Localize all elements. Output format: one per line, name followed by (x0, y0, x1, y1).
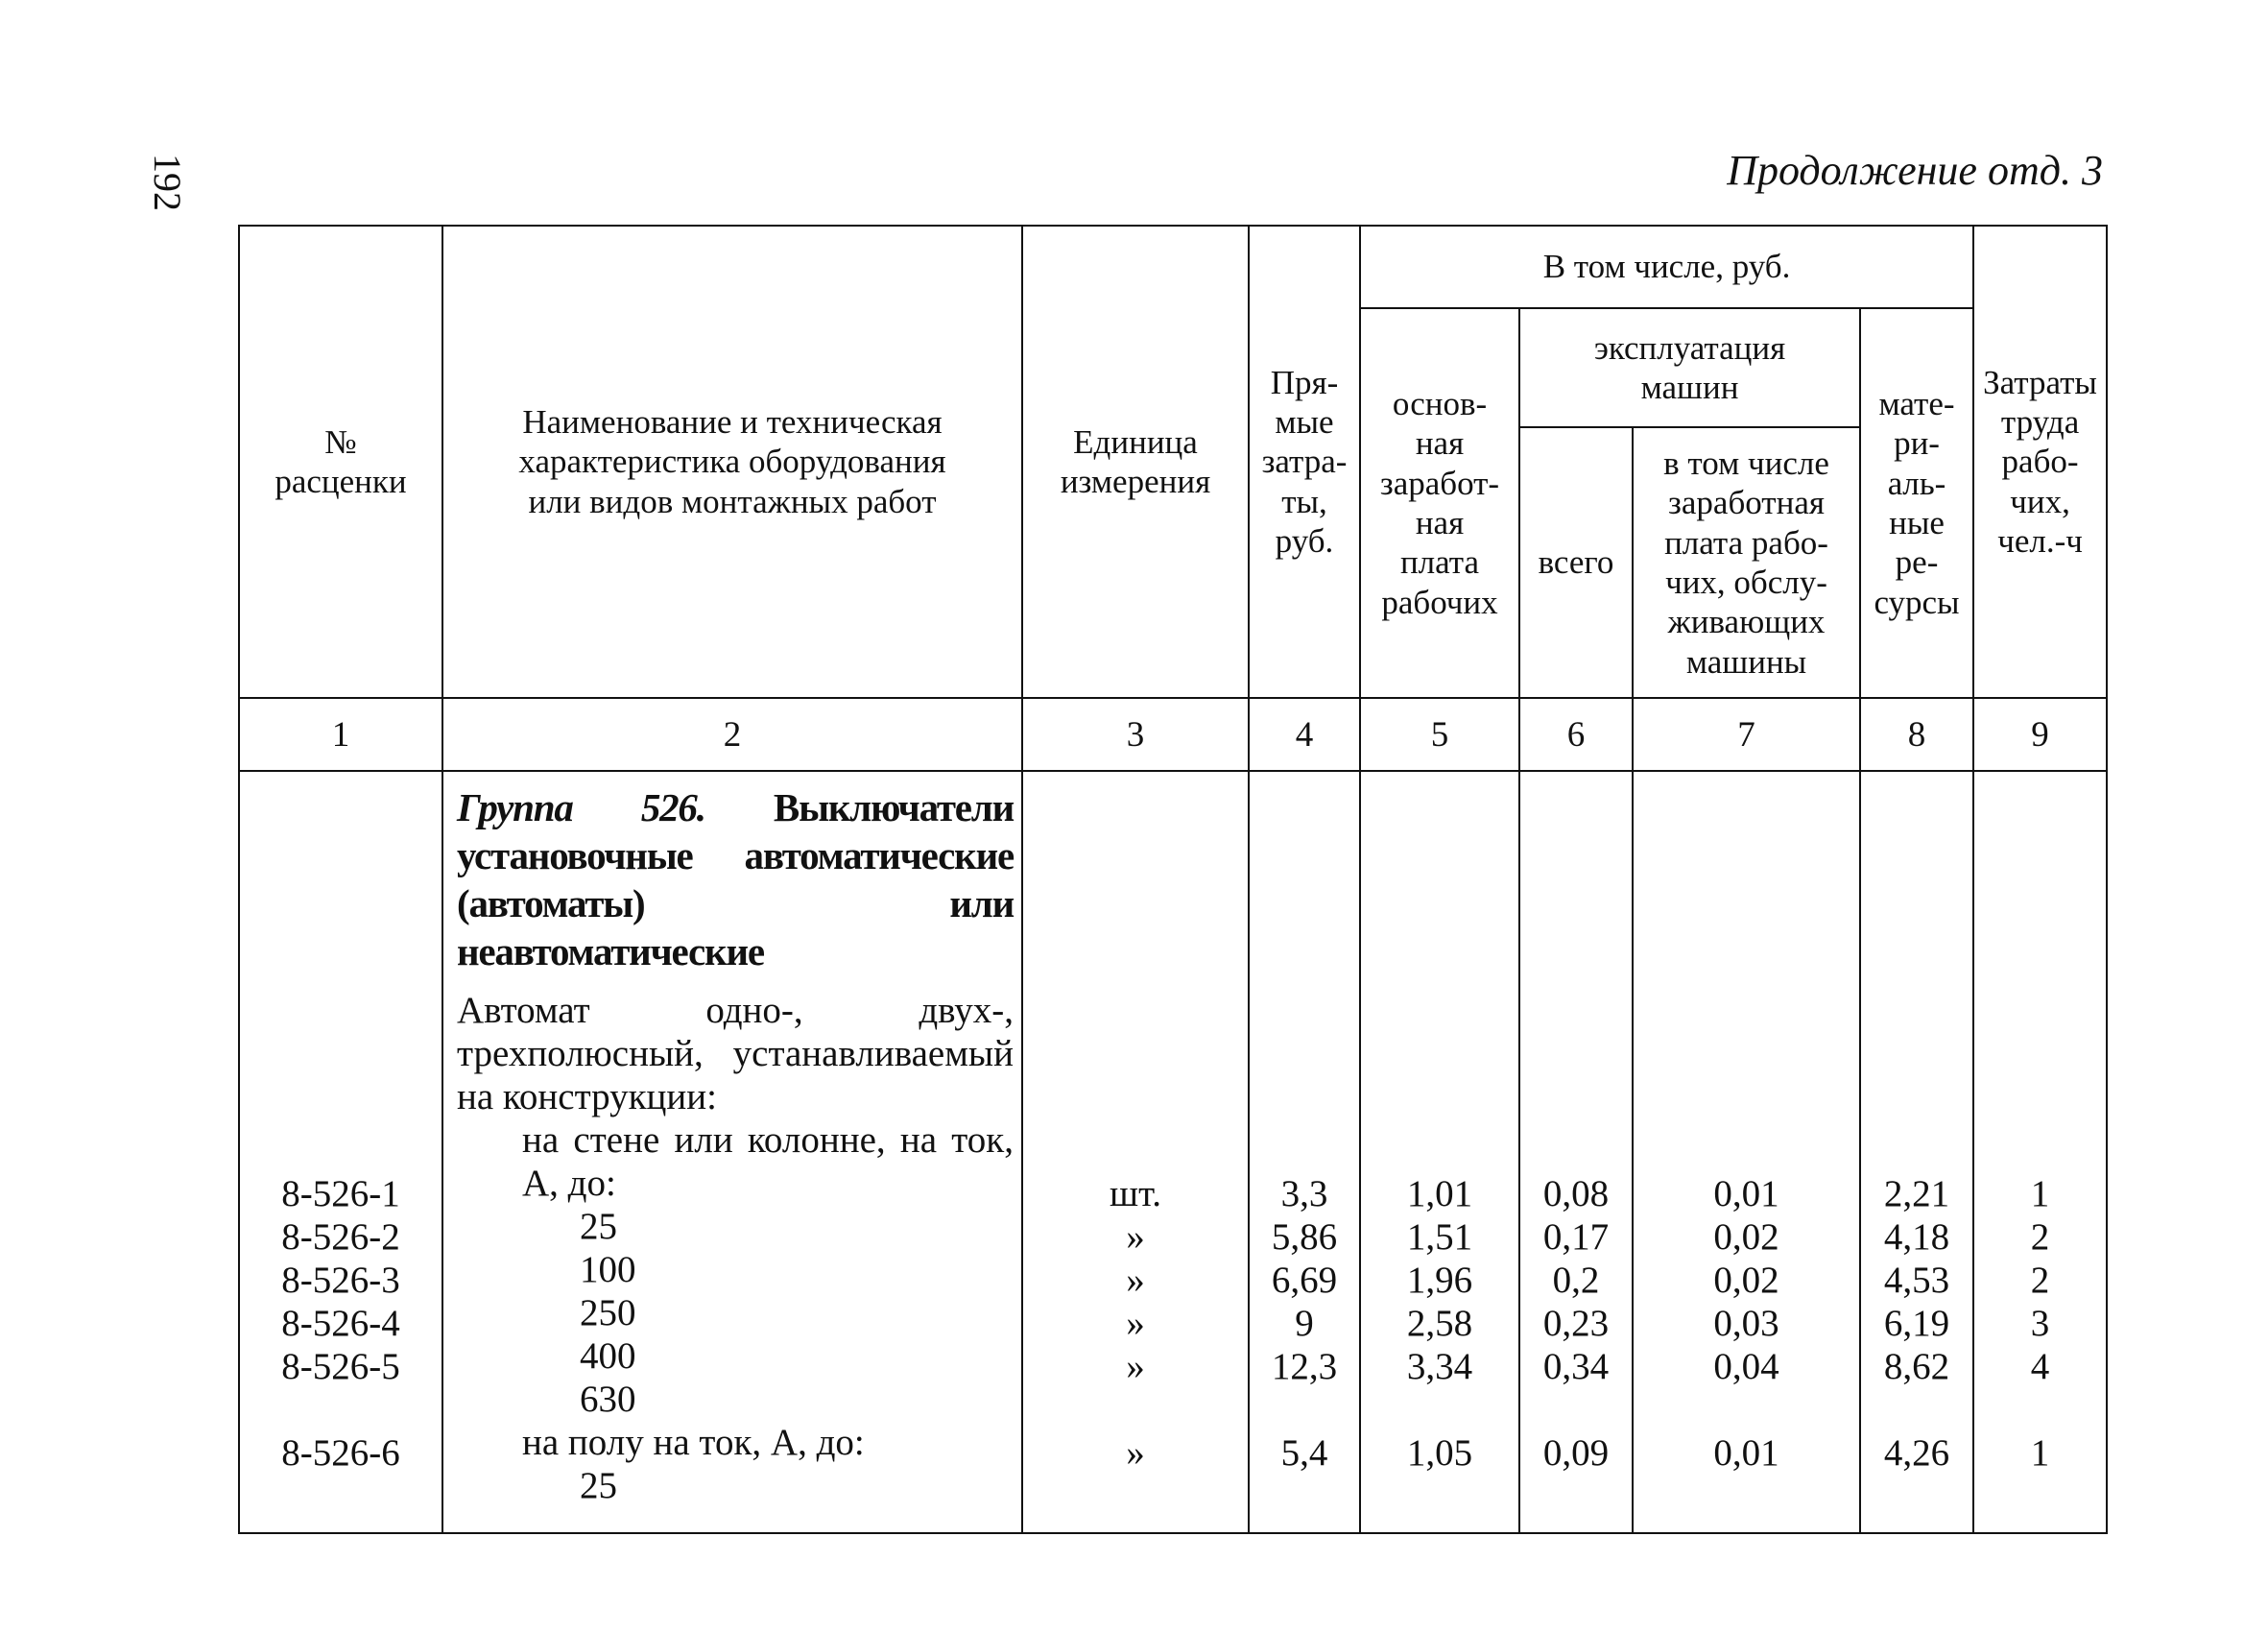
description-column (442, 771, 1022, 1533)
materials-value: 4,18 (1883, 1216, 1950, 1258)
direct-cost: 5,4 (1280, 1432, 1328, 1474)
group-name: Выключатели установочные автоматические (автоматы) или неавтоматические (457, 785, 1014, 973)
machines-value: 0,09 (1542, 1432, 1610, 1474)
header-including: В том числе, руб. (1360, 226, 1973, 308)
machines-value: 0,2 (1552, 1260, 1600, 1301)
materials-value: 6,19 (1883, 1303, 1950, 1344)
column-number-row (239, 698, 2107, 771)
machines-total-column (1519, 771, 1633, 1533)
unit-value: » (1126, 1432, 1145, 1474)
materials-value: 4,53 (1883, 1260, 1950, 1301)
machines-value: 0,17 (1542, 1216, 1610, 1258)
direct-costs-column (1249, 771, 1360, 1533)
subheading-wall: на стене или колонне, на ток, А, до: (522, 1119, 1014, 1204)
wage-value: 3,34 (1406, 1346, 1473, 1387)
wage-value: 1,96 (1406, 1260, 1473, 1301)
col-number: 1 (239, 698, 442, 771)
table-body (239, 771, 2107, 1533)
item-description: Автомат одно-, двух-, трехполюсный, устанавливаемый на конструкции: (457, 990, 1014, 1117)
machines-wage-value: 0,03 (1713, 1303, 1779, 1344)
wage-value: 2,58 (1406, 1303, 1473, 1344)
amperage: 250 (580, 1292, 636, 1333)
machines-value: 0,08 (1542, 1173, 1610, 1214)
amperage: 25 (580, 1206, 617, 1247)
machines-wage-value: 0,01 (1713, 1432, 1779, 1474)
col-number: 5 (1360, 698, 1519, 771)
col-number: 6 (1519, 698, 1633, 771)
labor-value: 1 (2030, 1432, 2050, 1474)
materials-column (1860, 771, 1973, 1533)
header-name: Наименование и техническая характеристика оборудования или видов монтажных работ (442, 226, 1022, 698)
header-machines-wage: в том числе заработная плата рабо- чих, обслу- живающих машины (1633, 427, 1860, 698)
amperage: 100 (580, 1249, 636, 1290)
group-label: Группа 526. (457, 785, 705, 829)
unit-value: » (1126, 1216, 1145, 1258)
wage-value: 1,05 (1406, 1432, 1473, 1474)
page-number: 192 (146, 154, 189, 211)
col-number: 4 (1249, 698, 1360, 771)
machines-wage-value: 0,04 (1713, 1346, 1779, 1387)
unit-value: » (1126, 1303, 1145, 1344)
header-materials: мате- ри- aль- ные ре- сурсы (1860, 308, 1973, 698)
unit-value: » (1126, 1346, 1145, 1387)
wage-value: 1,51 (1406, 1216, 1473, 1258)
rate-code: 8-526-4 (281, 1303, 400, 1344)
machines-value: 0,23 (1542, 1303, 1610, 1344)
materials-value: 2,21 (1883, 1173, 1950, 1214)
labor-column (1973, 771, 2107, 1533)
col-number: 8 (1860, 698, 1973, 771)
header-direct-costs: Пря- мые затра- ты, руб. (1249, 226, 1360, 698)
wage-column (1360, 771, 1519, 1533)
subheading-floor: на полу на ток, А, до: (522, 1422, 865, 1463)
labor-value: 4 (2030, 1346, 2050, 1387)
materials-value: 8,62 (1883, 1346, 1950, 1387)
header-machines: эксплуатация машин (1519, 308, 1860, 427)
rate-code: 8-526-2 (281, 1216, 400, 1258)
header-rate-number: № расценки (239, 226, 442, 698)
amperage: 630 (580, 1379, 636, 1420)
col-number: 9 (1973, 698, 2107, 771)
direct-cost: 3,3 (1280, 1173, 1328, 1214)
rate-code: 8-526-3 (281, 1260, 400, 1301)
group-title (457, 783, 1014, 975)
rate-code: 8-526-1 (281, 1173, 400, 1214)
direct-cost: 5,86 (1271, 1216, 1338, 1258)
materials-value: 4,26 (1883, 1432, 1950, 1474)
machines-wage-value: 0,02 (1713, 1260, 1779, 1301)
header-unit: Единица измерения (1022, 226, 1249, 698)
unit-value: шт. (1110, 1173, 1161, 1214)
rates-table (238, 225, 2108, 1534)
machines-wage-value: 0,02 (1713, 1216, 1779, 1258)
labor-value: 2 (2030, 1216, 2050, 1258)
direct-cost: 9 (1295, 1303, 1314, 1344)
continuation-label: Продолжение отд. 3 (1727, 147, 2103, 194)
machines-value: 0,34 (1542, 1346, 1610, 1387)
labor-value: 3 (2030, 1303, 2050, 1344)
unit-value: » (1126, 1260, 1145, 1301)
machines-wage-value: 0,01 (1713, 1173, 1779, 1214)
machines-wage-column (1633, 771, 1860, 1533)
labor-value: 2 (2030, 1260, 2050, 1301)
amperage: 400 (580, 1335, 636, 1377)
header-base-wage: основ- ная заработ- ная плата рабочих (1360, 308, 1519, 698)
col-number: 3 (1022, 698, 1249, 771)
labor-value: 1 (2030, 1173, 2050, 1214)
wage-value: 1,01 (1406, 1173, 1473, 1214)
direct-cost: 12,3 (1271, 1346, 1338, 1387)
rate-code: 8-526-6 (281, 1432, 400, 1474)
amperage: 25 (580, 1465, 617, 1506)
rate-code: 8-526-5 (281, 1346, 400, 1387)
codes-column (239, 771, 442, 1533)
direct-cost: 6,69 (1271, 1260, 1338, 1301)
unit-column (1022, 771, 1249, 1533)
header-labor: Затраты труда рабо- чих, чел.-ч (1973, 226, 2107, 698)
col-number: 7 (1633, 698, 1860, 771)
col-number: 2 (442, 698, 1022, 771)
header-machines-total: всего (1519, 427, 1633, 698)
